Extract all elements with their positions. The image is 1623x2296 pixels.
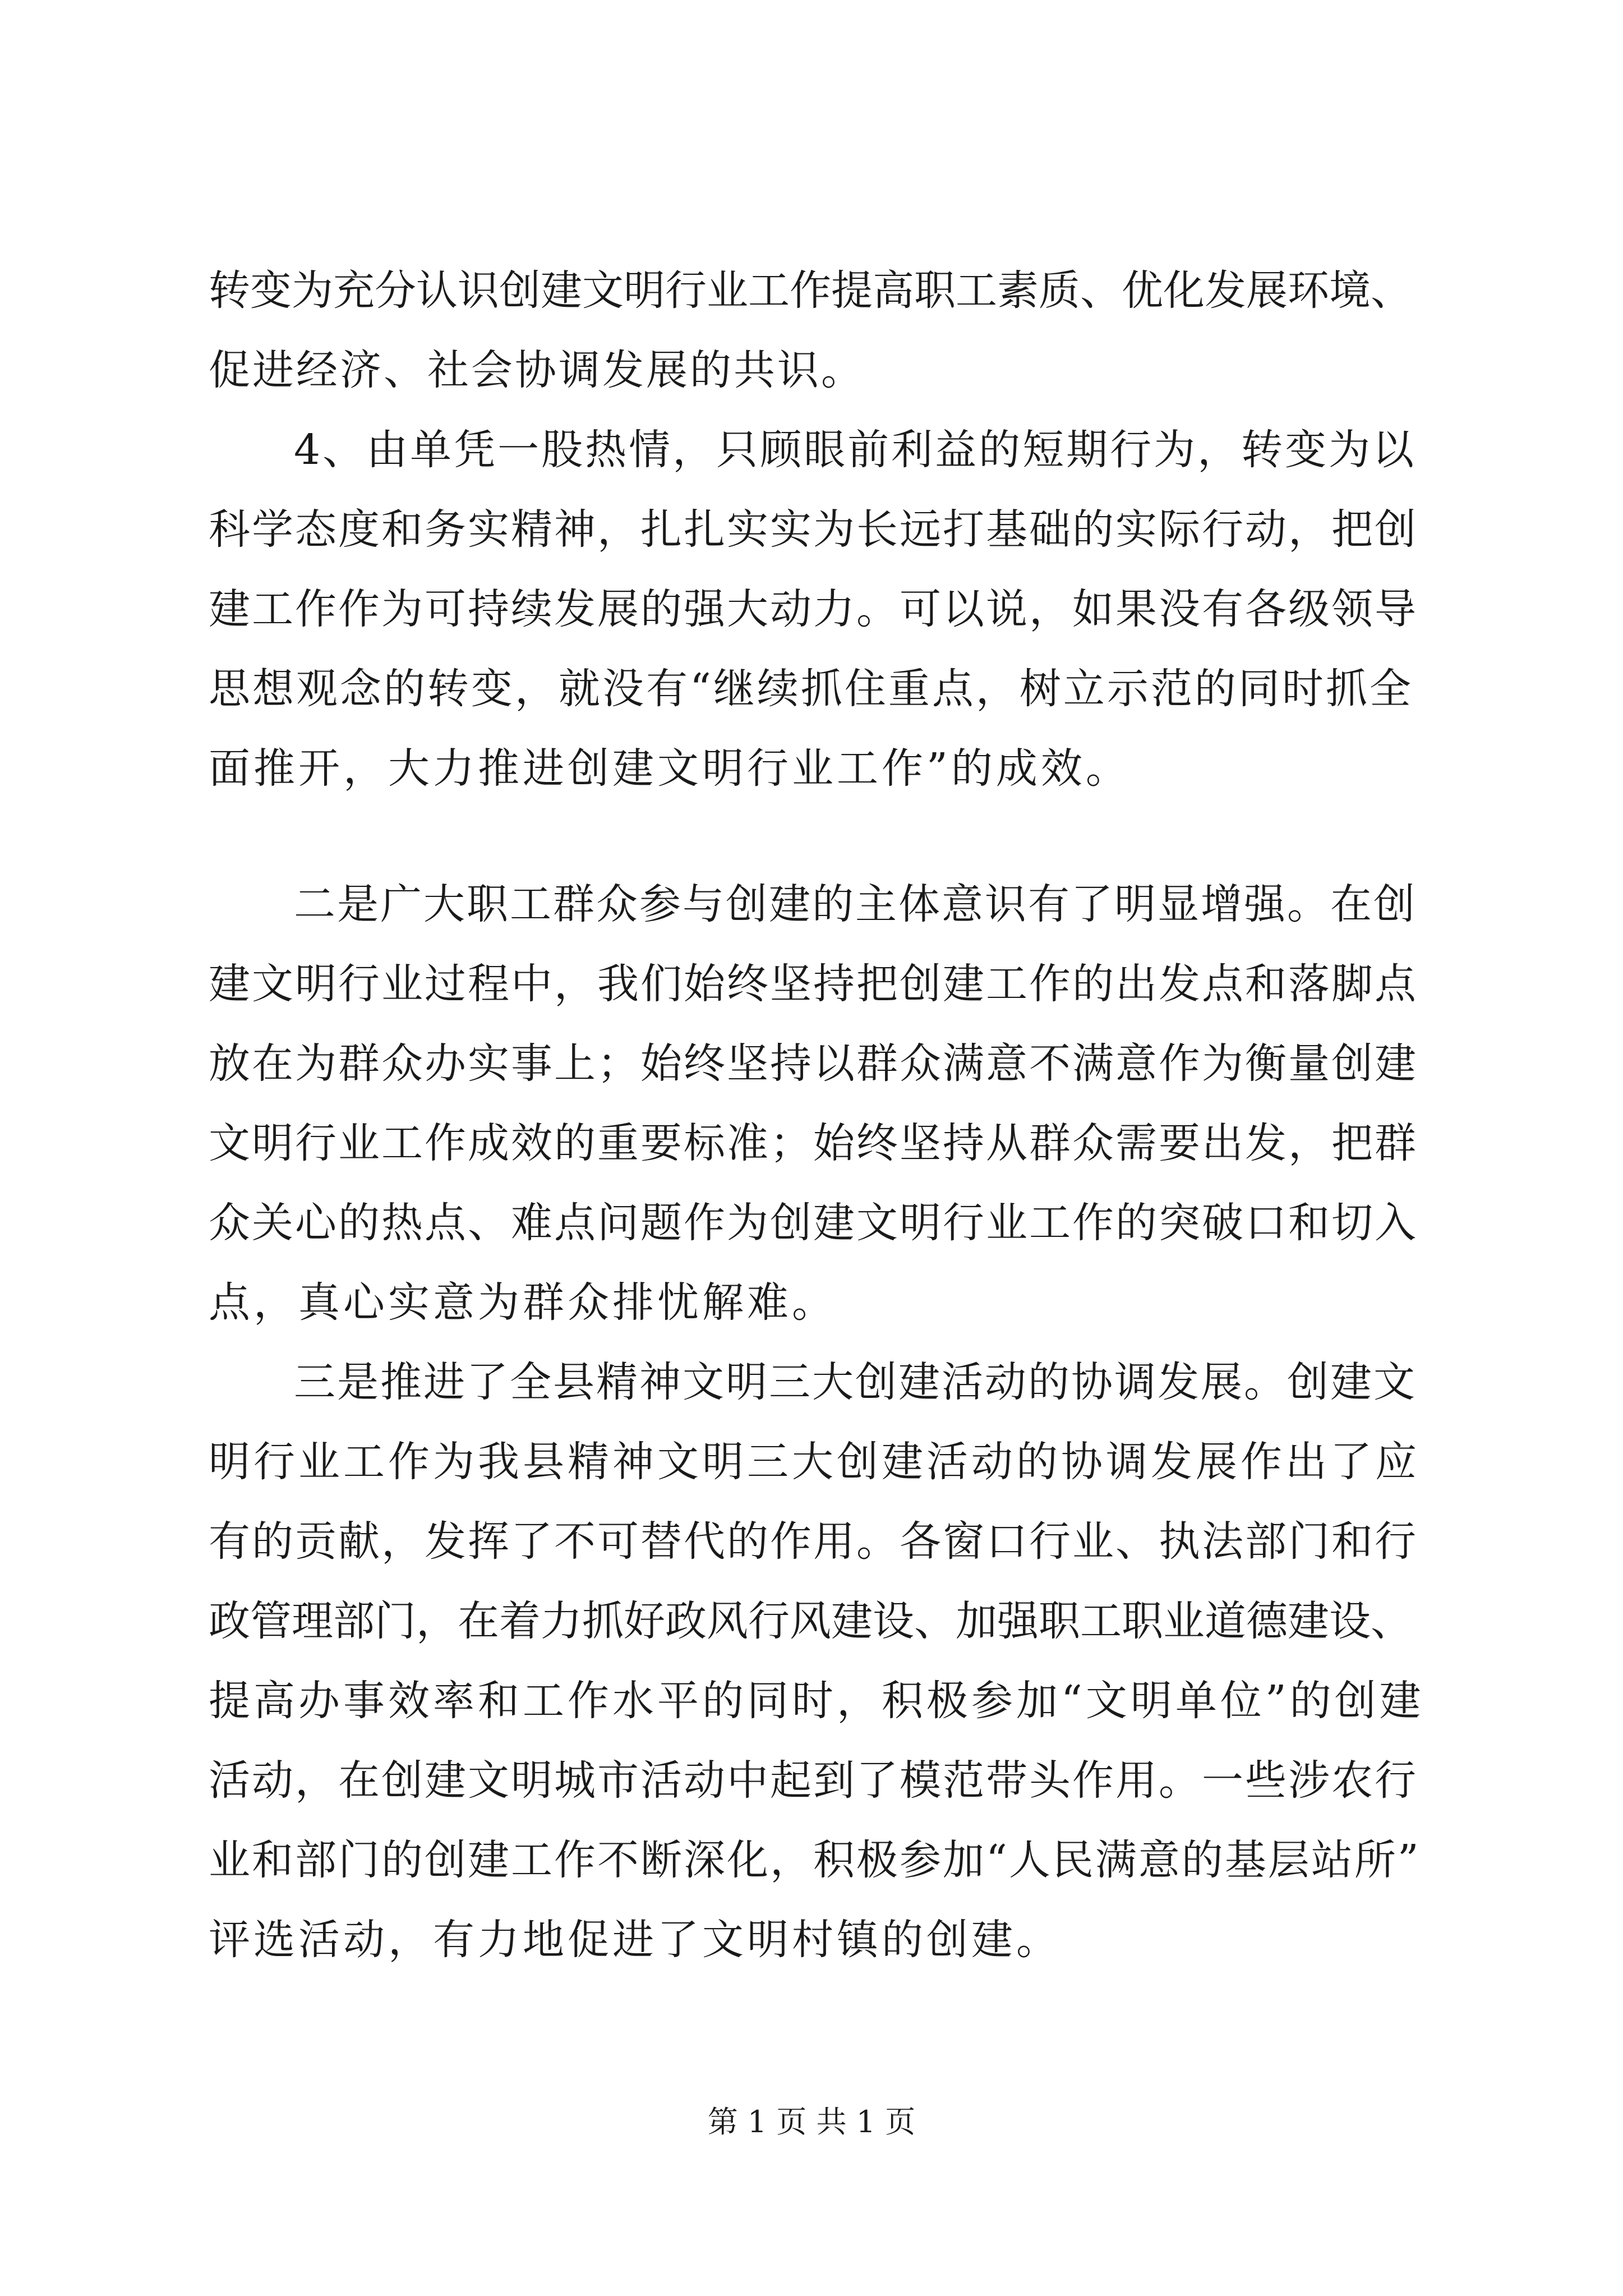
line-text: 转变为充分认识创建文明行业工作提高职工素质、优化发展环境、 <box>209 266 1412 315</box>
line-text: 促进经济、社会协调发展的共识。 <box>209 346 865 394</box>
line-text: 科学态度和务实精神，扎扎实实为长远打基础的实际行动，把创 <box>209 505 1418 554</box>
line-text: 思想观念的转变，就没有“继续抓住重点，树立示范的同时抓全 <box>209 665 1413 713</box>
line-text: 点，真心实意为群众排忧解难。 <box>209 1278 837 1327</box>
line-text: 建工作作为可持续发展的强大动力。可以说，如果没有各级领导 <box>209 585 1418 633</box>
line-text: 放在为群众办实事上；始终坚持以群众满意不满意作为衡量创建 <box>209 1039 1418 1088</box>
line-text: 三是推进了全县精神文明三大创建活动的协调发展。创建文 <box>294 1358 1417 1406</box>
line-text: 明行业工作为我县精神文明三大创建活动的协调发展作出了应 <box>209 1438 1420 1486</box>
line-text: 有的贡献，发挥了不可替代的作用。各窗口行业、执法部门和行 <box>209 1517 1418 1566</box>
line-text: 4、由单凭一股热情，只顾眼前利益的短期行为，转变为以 <box>294 426 1417 474</box>
line-text: 提高办事效率和工作水平的同时，积极参加“文明单位”的创建 <box>209 1677 1424 1725</box>
line-text: 业和部门的创建工作不断深化，积极参加“人民满意的基层站所” <box>209 1836 1421 1884</box>
line-text: 众关心的热点、难点问题作为创建文明行业工作的突破口和切入 <box>209 1199 1418 1247</box>
line-text: 面推开，大力推进创建文明行业工作”的成效。 <box>209 744 1131 793</box>
line-text: 政管理部门，在着力抓好政风行风建设、加强职工职业道德建设、 <box>209 1597 1412 1645</box>
line-text: 活动，在创建文明城市活动中起到了模范带头作用。一些涉农行 <box>209 1756 1418 1805</box>
line-text: 建文明行业过程中，我们始终坚持把创建工作的出发点和落脚点 <box>209 960 1418 1008</box>
line-text: 文明行业工作成效的重要标准；始终坚持从群众需要出发，把群 <box>209 1119 1418 1167</box>
page-number-footer: 第 1 页 共 1 页 <box>707 2104 916 2139</box>
line-text: 评选活动，有力地促进了文明村镇的创建。 <box>209 1916 1061 1964</box>
line-text: 二是广大职工群众参与创建的主体意识有了明显增强。在创 <box>294 880 1417 928</box>
